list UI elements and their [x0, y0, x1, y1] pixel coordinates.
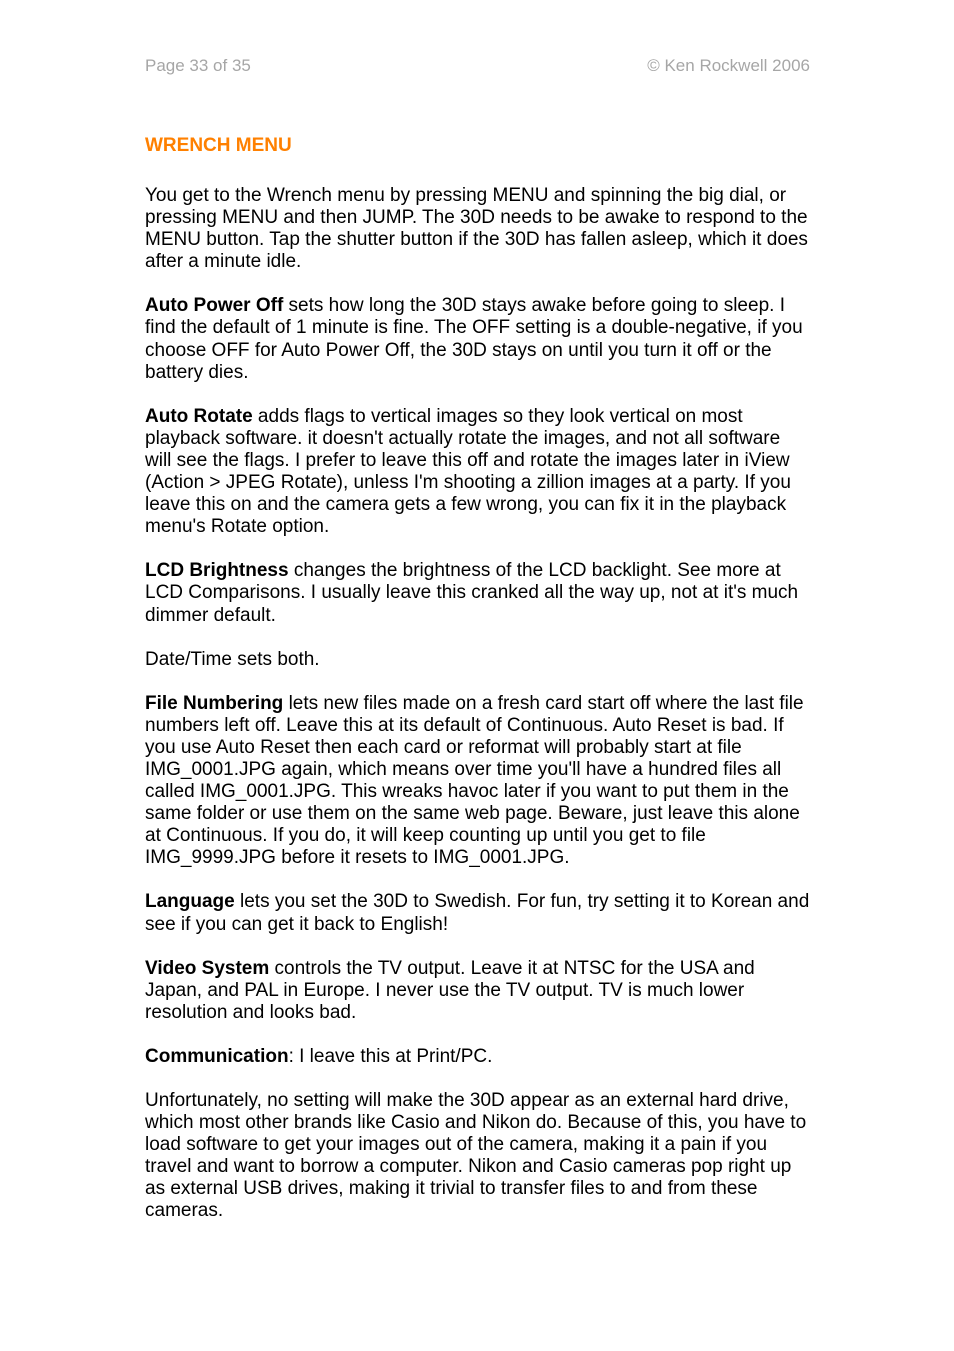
- paragraph-auto-rotate: [145, 406, 811, 539]
- paragraph-text: changes the brightness of the LCD backlight. See more at LCD Comparisons. I usually leave this cranked all the way up, not at it's much dimmer default.: [145, 560, 799, 626]
- term-lcd-brightness: LCD Brightness: [145, 560, 289, 582]
- document-body: [145, 134, 811, 1245]
- paragraph-auto-power-off: [145, 295, 811, 383]
- term-language: Language: [145, 891, 235, 913]
- paragraph-intro: [145, 185, 811, 273]
- paragraph-text: controls the TV output. Leave it at NTSC for the USA and Japan, and PAL in Europe. I never use the TV output. TV is much lower resolution and looks bad.: [145, 957, 755, 1023]
- paragraph-video-system: [145, 958, 811, 1024]
- paragraph-unfortunately: [145, 1090, 811, 1223]
- paragraph-file-numbering: [145, 693, 811, 870]
- paragraph-text: You get to the Wrench menu by pressing MENU and spinning the big dial, or pressing MENU and then JUMP. The 30D needs to be awake to respond to the MENU button. Tap the shutter button if the 30D has fallen asleep, which it does after a minute idle.: [145, 185, 808, 273]
- term-communication: Communication: [145, 1045, 289, 1067]
- paragraph-date-time: [145, 649, 811, 671]
- paragraph-language: [145, 891, 811, 935]
- paragraph-text: lets new files made on a fresh card start off where the last file numbers left off. Leave this at its default of Continuous. Auto Reset is bad. If you use Auto Reset then each card or reformat will probably start at file IMG_0001.JPG again, which means over time you'll have a hundred files all called IMG_0001.JPG. This wreaks havoc later if you want to put them in the same folder or use them on the same web page. Beware, just leave this alone at Continuous. If you do, it will keep counting up until you get to file IMG_9999.JPG before it resets to IMG_0001.JPG.: [145, 692, 804, 869]
- paragraph-text: Unfortunately, no setting will make the 30D appear as an external hard drive, which most other brands like Casio and Nikon do. Because of this, you have to load software to get your images out of the camera, making it a pain if you travel and want to borrow a computer. Nikon and Casio cameras pop right up as external USB drives, making it trivial to transfer files to and from these cameras.: [145, 1090, 807, 1222]
- term-auto-power-off: Auto Power Off: [145, 295, 284, 317]
- term-auto-rotate: Auto Rotate: [145, 405, 253, 427]
- paragraph-text: adds flags to vertical images so they look vertical on most playback software. it doesn't actually rotate the images, and not all software will see the flags. I prefer to leave this off and rotate the images later in iView (Action > JPEG Rotate), unless I'm shooting a zillion images at a party. If you leave this on and the camera gets a few wrong, you can fix it in the playback menu's Rotate option.: [145, 405, 791, 538]
- section-title: WRENCH MENU: [145, 135, 292, 156]
- paragraph-text: sets how long the 30D stays awake before going to sleep. I find the default of 1 minute is fine. The OFF setting is a double-negative, if you choose OFF for Auto Power Off, the 30D stays on until you turn it off or the battery dies.: [145, 295, 803, 383]
- paragraph-lcd-brightness: [145, 560, 811, 626]
- copyright-notice: © Ken Rockwell 2006: [647, 56, 810, 75]
- page-number: Page 33 of 35: [145, 56, 251, 75]
- paragraph-text: : I leave this at Print/PC.: [288, 1045, 493, 1067]
- page-header: [145, 56, 810, 78]
- term-file-numbering: File Numbering: [145, 692, 284, 714]
- paragraph-text: lets you set the 30D to Swedish. For fun, try setting it to Korean and see if you can get it back to English!: [145, 891, 810, 935]
- term-video-system: Video System: [145, 957, 270, 979]
- paragraph-communication: [145, 1046, 811, 1068]
- paragraph-text: Date/Time sets both.: [145, 648, 320, 670]
